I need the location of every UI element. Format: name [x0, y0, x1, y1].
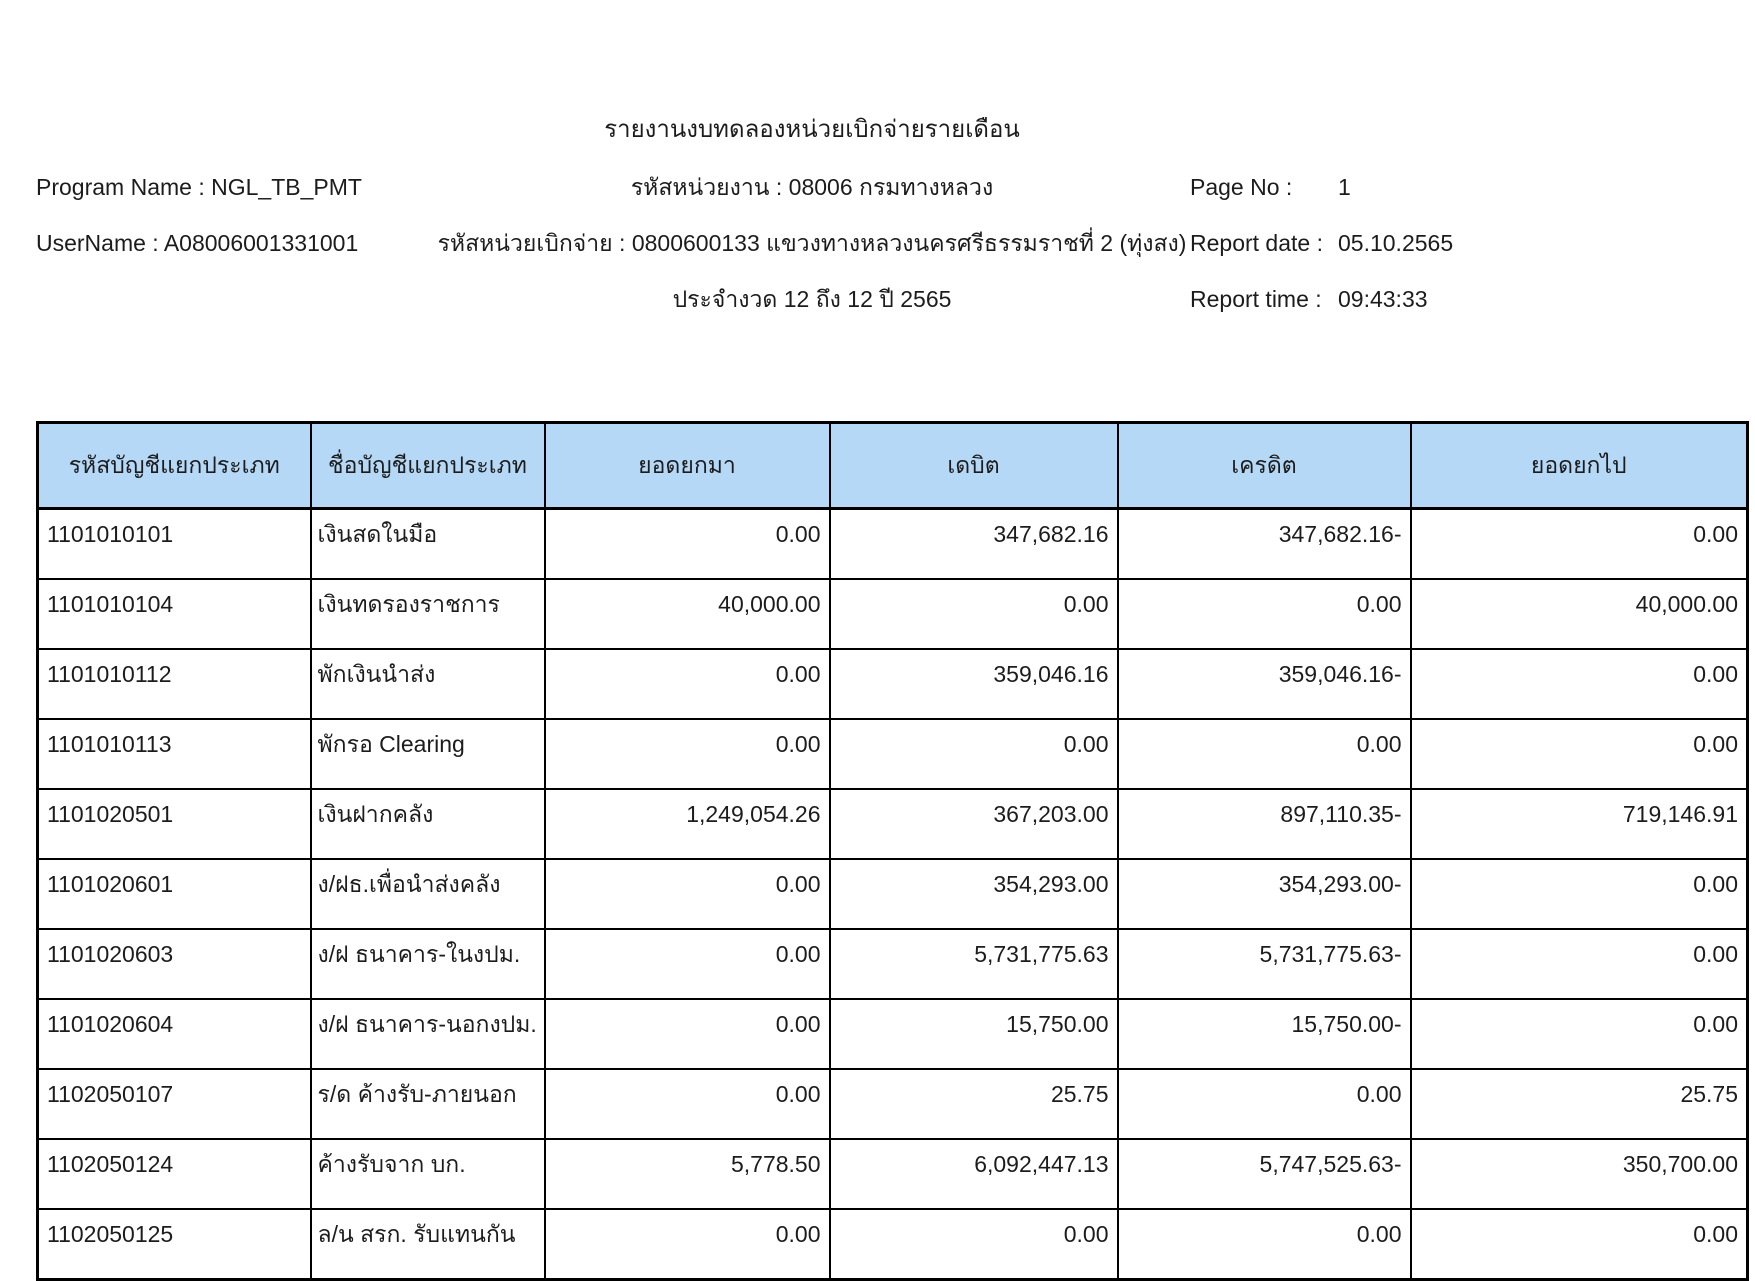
cell-account-code: 1101010113	[38, 719, 311, 789]
cell-balance-brought-forward: 0.00	[545, 859, 830, 929]
cell-debit: 347,682.16	[830, 509, 1118, 580]
col-account-code: รหัสบัญชีแยกประเภท	[38, 423, 311, 509]
cell-balance-brought-forward: 1,249,054.26	[545, 789, 830, 859]
cell-account-code: 1101020604	[38, 999, 311, 1069]
cell-balance-brought-forward: 0.00	[545, 929, 830, 999]
table-row	[38, 579, 1748, 649]
cell-debit: 0.00	[830, 719, 1118, 789]
report-title: รายงานงบทดลองหน่วยเบิกจ่ายรายเดือน	[604, 116, 1020, 143]
cell-debit: 6,092,447.13	[830, 1139, 1118, 1209]
cell-credit: 0.00	[1118, 579, 1411, 649]
cell-account-code: 1101020603	[38, 929, 311, 999]
cell-account-name: เงินฝากคลัง	[311, 789, 545, 859]
table-row	[38, 929, 1748, 999]
cell-debit: 354,293.00	[830, 859, 1118, 929]
cell-account-code: 1102050124	[38, 1139, 311, 1209]
cell-balance-carried-forward: 25.75	[1411, 1069, 1748, 1139]
trial-balance-table	[36, 421, 1749, 1281]
cell-balance-carried-forward: 0.00	[1411, 509, 1748, 580]
cell-credit: 354,293.00-	[1118, 859, 1411, 929]
table-row	[38, 789, 1748, 859]
report-time-value: 09:43:33	[1338, 286, 1428, 312]
cell-account-name: ง/ฝ ธนาคาร-นอกงปม.	[311, 999, 545, 1069]
cell-credit: 347,682.16-	[1118, 509, 1411, 580]
cell-balance-brought-forward: 0.00	[545, 719, 830, 789]
table-row	[38, 859, 1748, 929]
cell-account-name: เงินทดรองราชการ	[311, 579, 545, 649]
table-row	[38, 999, 1748, 1069]
user-name-line: UserName : A08006001331001	[36, 230, 359, 256]
cell-account-code: 1101010101	[38, 509, 311, 580]
cell-credit: 0.00	[1118, 1209, 1411, 1280]
cell-account-name: เงินสดในมือ	[311, 509, 545, 580]
page-no-value: 1	[1338, 174, 1351, 200]
cell-account-name: พักรอ Clearing	[311, 719, 545, 789]
report-date-label: Report date :	[1190, 230, 1323, 256]
cell-credit: 0.00	[1118, 1069, 1411, 1139]
cell-account-name: ง/ฝธ.เพื่อนำส่งคลัง	[311, 859, 545, 929]
period-line: ประจำงวด 12 ถึง 12 ปี 2565	[672, 286, 952, 312]
cell-balance-brought-forward: 0.00	[545, 649, 830, 719]
cell-balance-carried-forward: 0.00	[1411, 719, 1748, 789]
cell-balance-carried-forward: 0.00	[1411, 1209, 1748, 1280]
cell-balance-carried-forward: 40,000.00	[1411, 579, 1748, 649]
cell-balance-brought-forward: 0.00	[545, 999, 830, 1069]
cell-account-code: 1101020501	[38, 789, 311, 859]
cell-credit: 0.00	[1118, 719, 1411, 789]
agency-code-line: รหัสหน่วยงาน : 08006 กรมทางหลวง	[630, 174, 994, 200]
cell-balance-brought-forward: 0.00	[545, 1069, 830, 1139]
cell-credit: 15,750.00-	[1118, 999, 1411, 1069]
cell-credit: 359,046.16-	[1118, 649, 1411, 719]
cell-account-code: 1102050107	[38, 1069, 311, 1139]
cell-debit: 25.75	[830, 1069, 1118, 1139]
cell-balance-brought-forward: 0.00	[545, 509, 830, 580]
cell-debit: 0.00	[830, 1209, 1118, 1280]
cell-balance-carried-forward: 719,146.91	[1411, 789, 1748, 859]
table-row	[38, 649, 1748, 719]
cell-balance-carried-forward: 350,700.00	[1411, 1139, 1748, 1209]
table-row	[38, 1139, 1748, 1209]
cell-debit: 359,046.16	[830, 649, 1118, 719]
table-header-row	[38, 423, 1748, 509]
cell-account-code: 1102050125	[38, 1209, 311, 1280]
cell-balance-brought-forward: 40,000.00	[545, 579, 830, 649]
table-row	[38, 719, 1748, 789]
cell-balance-carried-forward: 0.00	[1411, 999, 1748, 1069]
cell-debit: 15,750.00	[830, 999, 1118, 1069]
cell-account-code: 1101020601	[38, 859, 311, 929]
disburse-unit-line: รหัสหน่วยเบิกจ่าย : 0800600133 แขวงทางหลวงนครศรีธรรมราชที่ 2 (ทุ่งสง)	[437, 230, 1187, 256]
col-credit: เครดิต	[1118, 423, 1411, 509]
cell-account-name: พักเงินนำส่ง	[311, 649, 545, 719]
cell-credit: 897,110.35-	[1118, 789, 1411, 859]
cell-debit: 5,731,775.63	[830, 929, 1118, 999]
col-debit: เดบิต	[830, 423, 1118, 509]
cell-balance-carried-forward: 0.00	[1411, 649, 1748, 719]
table-row	[38, 1069, 1748, 1139]
report-time-label: Report time :	[1190, 286, 1322, 312]
cell-balance-brought-forward: 0.00	[545, 1209, 830, 1280]
cell-account-name: ค้างรับจาก บก.	[311, 1139, 545, 1209]
table-row	[38, 509, 1748, 580]
program-name-line: Program Name : NGL_TB_PMT	[36, 174, 362, 200]
report-date-value: 05.10.2565	[1338, 230, 1454, 256]
cell-account-code: 1101010104	[38, 579, 311, 649]
cell-credit: 5,747,525.63-	[1118, 1139, 1411, 1209]
col-account-name: ชื่อบัญชีแยกประเภท	[311, 423, 545, 509]
cell-account-code: 1101010112	[38, 649, 311, 719]
col-balance-carried-forward: ยอดยกไป	[1411, 423, 1748, 509]
cell-balance-carried-forward: 0.00	[1411, 929, 1748, 999]
cell-debit: 367,203.00	[830, 789, 1118, 859]
cell-balance-brought-forward: 5,778.50	[545, 1139, 830, 1209]
cell-debit: 0.00	[830, 579, 1118, 649]
col-balance-brought-forward: ยอดยกมา	[545, 423, 830, 509]
cell-account-name: ง/ฝ ธนาคาร-ในงปม.	[311, 929, 545, 999]
cell-balance-carried-forward: 0.00	[1411, 859, 1748, 929]
page-no-label: Page No :	[1190, 174, 1293, 200]
table-row	[38, 1209, 1748, 1280]
cell-account-name: ร/ด ค้างรับ-ภายนอก	[311, 1069, 545, 1139]
cell-credit: 5,731,775.63-	[1118, 929, 1411, 999]
cell-account-name: ล/น สรก. รับแทนกัน	[311, 1209, 545, 1280]
